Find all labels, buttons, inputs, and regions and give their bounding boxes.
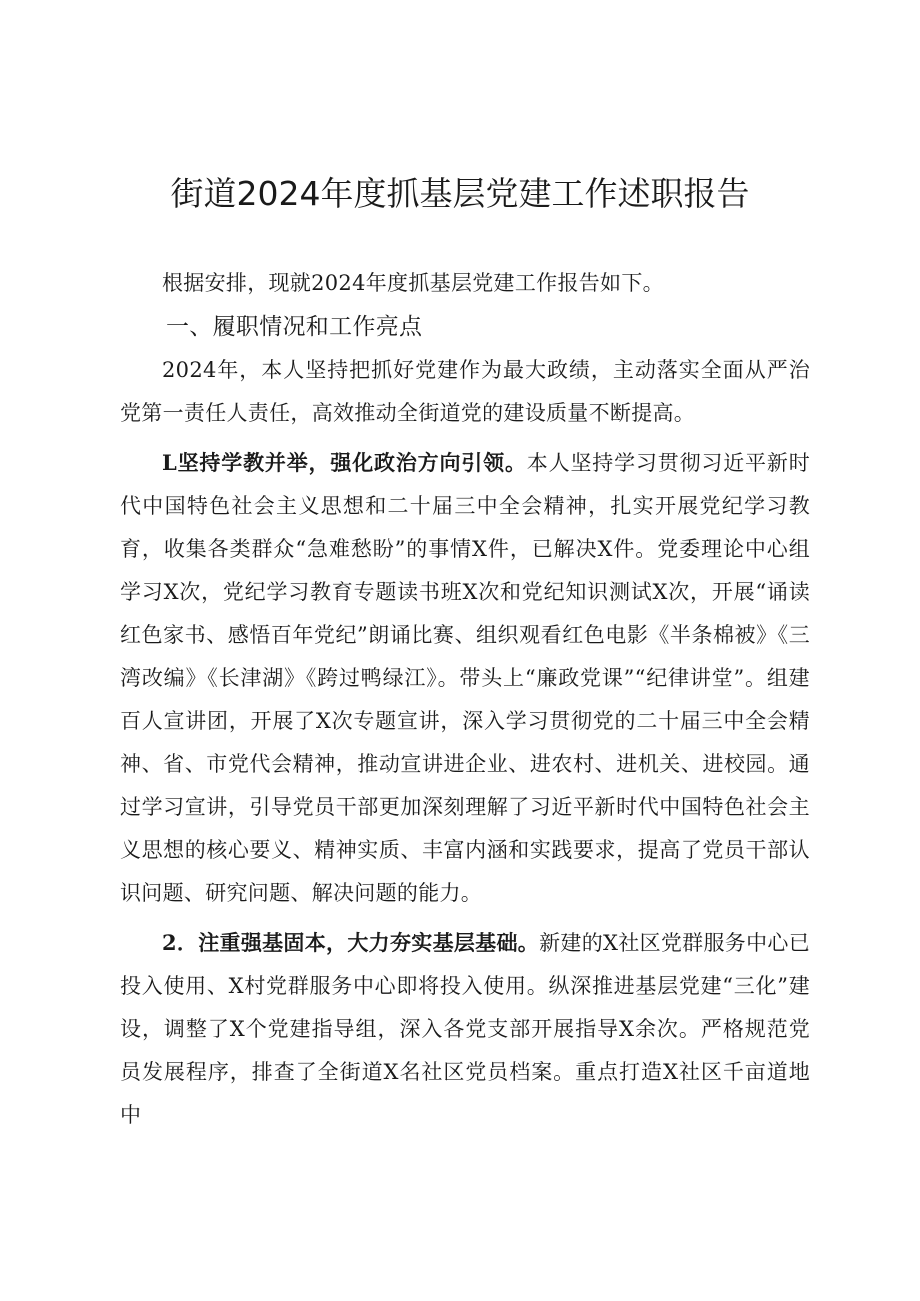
paragraph-item-2 bbox=[120, 921, 810, 1137]
document-title: 街道2024年度抓基层党建工作述职报告 bbox=[170, 174, 750, 213]
item-1-body: 本人坚持学习贯彻习近平新时代中国特色社会主义思想和二十届三中全会精神，扎实开展党纪学习教育，收集各类群众“急难愁盼”的事情X件，已解决X件。党委理论中心组学习X次，党纪学习教育专题读书班X次和党纪知识测试X次，开展“诵读红色家书、感悟百年党纪”朗诵比赛、组织观看红色电影《半条棉被》《三湾改编》《长津湖》《跨过鸭绿江》。带头上“廉政党课”“纪律讲堂”。组建百人宣讲团，开展了X次专题宣讲，深入学习贯彻党的二十届三中全会精神、省、市党代会精神，推动宣讲进企业、进农村、进机关、进校园。通过学习宣讲，引导党员干部更加深刻理解了习近平新时代中国特色社会主义思想的核心要义、精神实质、丰富内涵和实践要求，提高了党员干部认识问题、研究问题、解决问题的能力。 bbox=[120, 451, 810, 905]
item-2-lead: 2．注重强基固本，大力夯实基层基础。 bbox=[162, 930, 540, 955]
document-body bbox=[120, 262, 810, 1137]
section-heading-1: 一、履职情况和工作亮点 bbox=[166, 314, 423, 340]
paragraph-overview: 2024年，本人坚持把抓好党建作为最大政绩，主动落实全面从严治党第一责任人责任，高效推动全街道党的建设质量不断提高。 bbox=[120, 358, 810, 425]
item-1-lead: L坚持学教并举，强化政治方向引领。 bbox=[162, 450, 527, 475]
item-2-body: 新建的X社区党群服务中心已投入使用、X村党群服务中心即将投入使用。纵深推进基层党建“三化”建设，调整了X个党建指导组，深入各党支部开展指导X余次。严格规范党员发展程序，排查了全街道X名社区党员档案。重点打造X社区千亩道地中 bbox=[120, 931, 810, 1127]
intro-paragraph: 根据安排，现就2024年度抓基层党建工作报告如下。 bbox=[162, 271, 664, 295]
paragraph-item-1 bbox=[120, 441, 810, 915]
